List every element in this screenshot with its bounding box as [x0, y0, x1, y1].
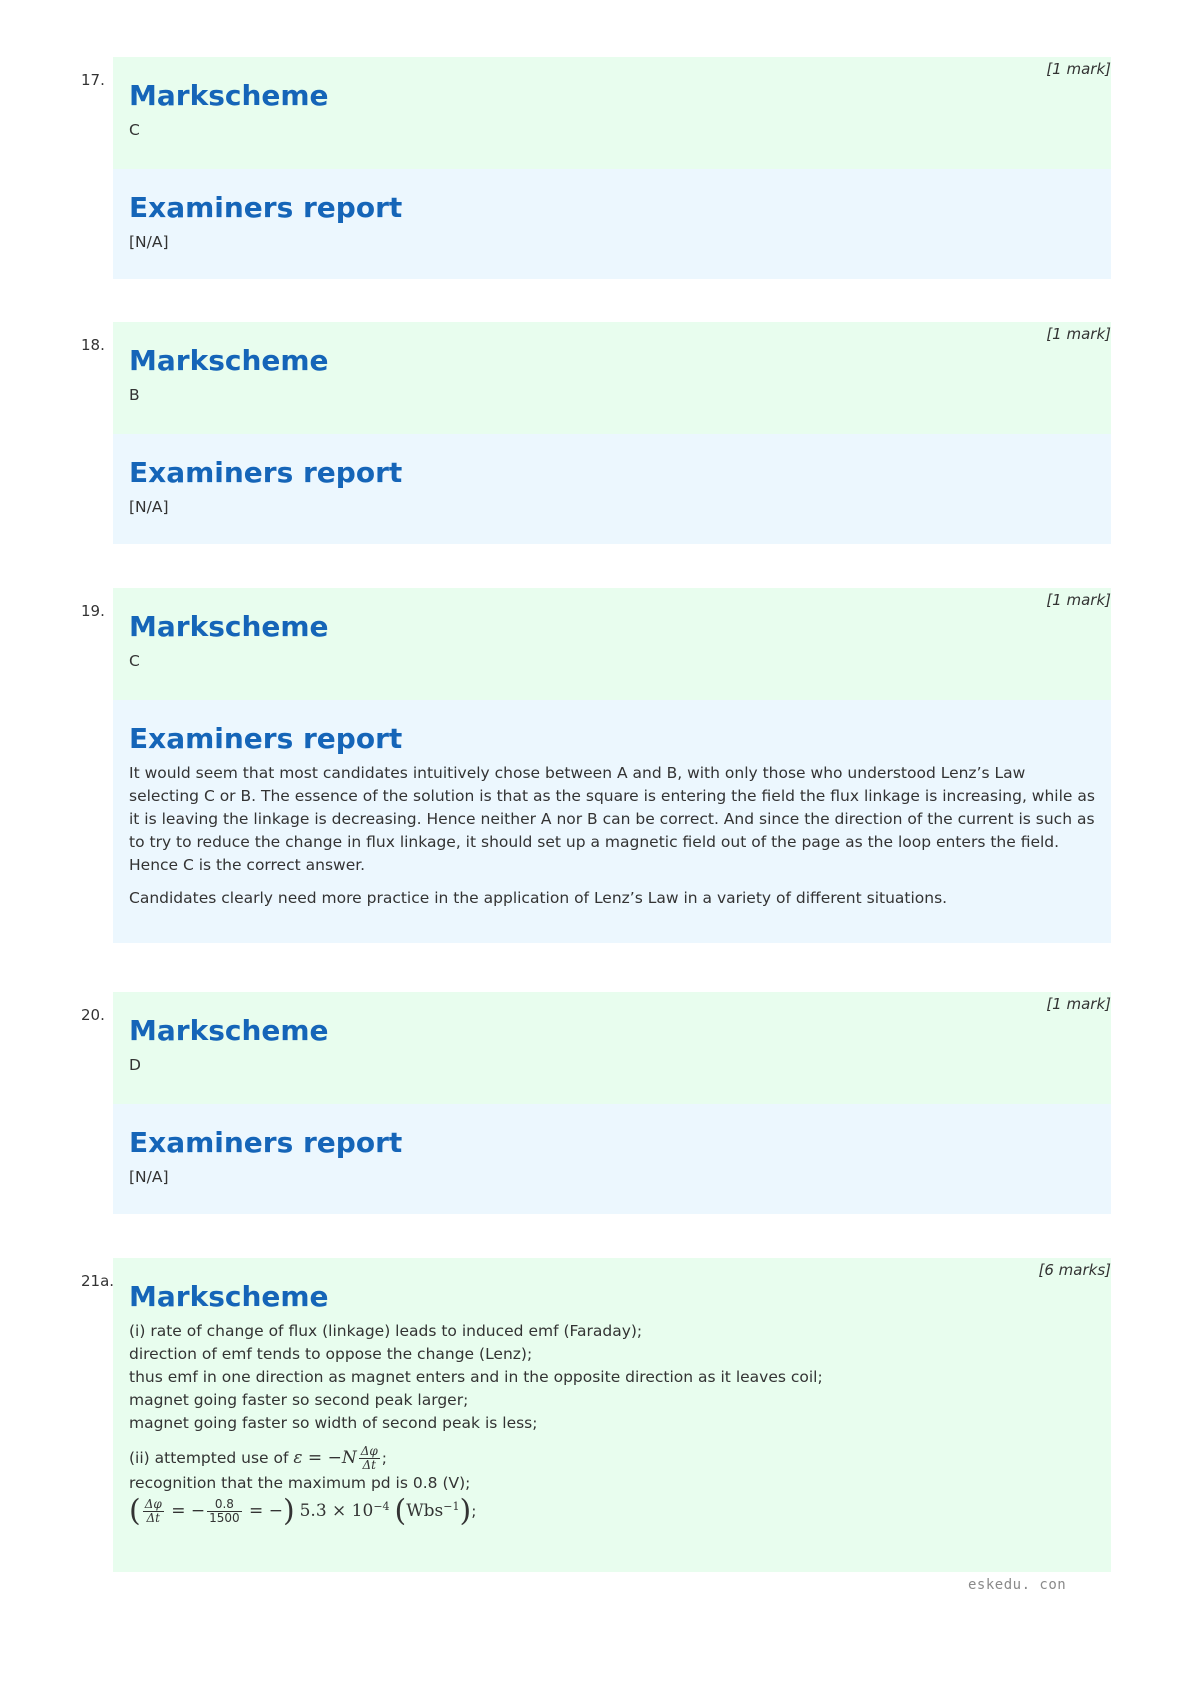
examiners-report-paragraph: It would seem that most candidates intuitively chose between A and B, with only those who understood Lenz’s Law selecting C or B. The essence of the solution is that as the square is entering the field the flux linkage is increasing, while as it is leaving the linkage is decreasing. Hence neither A nor B can be correct. And since the direction of the current is such as to try to reduce the change in flux linkage, it should set up a magnetic field out of the page as the loop enters the field. Hence C is the correct answer. — [129, 764, 1095, 874]
part-ii-recognition: recognition that the maximum pd is 0.8 (V); — [129, 1474, 471, 1492]
result-value: 5.3 × 10 — [299, 1501, 374, 1522]
markscheme-line: magnet going faster so second peak larger; — [129, 1391, 469, 1409]
flux-fraction: $\frac{\Delta\varphi}{\Delta t}$ — [360, 1444, 378, 1472]
markscheme-heading: Markscheme — [129, 1014, 329, 1047]
question-20 — [81, 992, 1111, 1214]
examiners-report-section — [113, 434, 1111, 544]
markscheme-heading: Markscheme — [129, 610, 329, 643]
marks-label: [6 marks] — [1038, 1261, 1111, 1279]
marks-label: [1 mark] — [1046, 995, 1111, 1013]
examiners-report-section — [113, 700, 1111, 943]
markscheme-answer: C — [129, 121, 140, 139]
part-ii-intro: (ii) attempted use of — [129, 1449, 289, 1467]
denominator: 1500 — [209, 1511, 240, 1526]
markscheme-line: direction of emf tends to oppose the change (Lenz); — [129, 1345, 533, 1363]
markscheme-section — [113, 322, 1111, 434]
examiners-report-paragraph: Candidates clearly need more practice in the application of Lenz’s Law in a variety of different situations. — [129, 889, 948, 907]
examiners-report-heading: Examiners report — [129, 722, 403, 755]
question-number: 21a. — [81, 1272, 115, 1290]
markscheme-section — [113, 57, 1111, 169]
examiners-report-text: [N/A] — [129, 233, 169, 251]
markscheme-section — [113, 588, 1111, 700]
markscheme-answer: C — [129, 652, 140, 670]
question-number: 19. — [81, 602, 105, 620]
marks-label: [1 mark] — [1046, 325, 1111, 343]
markscheme-heading: Markscheme — [129, 79, 329, 112]
result-unit: Wbs — [406, 1501, 444, 1522]
question-17 — [81, 57, 1111, 279]
markscheme-answer: B — [129, 386, 140, 404]
emf-formula: ε — [293, 1448, 303, 1468]
result-unit-exponent: −1 — [443, 1500, 460, 1513]
examiners-report-text: [N/A] — [129, 498, 169, 516]
markscheme-section — [113, 1258, 1111, 1572]
numerator: 0.8 — [207, 1498, 242, 1512]
markscheme-answer: D — [129, 1056, 141, 1074]
marks-label: [1 mark] — [1046, 591, 1111, 609]
examiners-report-section — [113, 169, 1111, 279]
result-exponent: −4 — [373, 1500, 390, 1513]
markscheme-line: (i) rate of change of flux (linkage) leads to induced emf (Faraday); — [129, 1322, 643, 1340]
part-ii-result: ( $\frac{\Delta\varphi}{\Delta t}$ = − $\frac{0.8}{1500}$ = −) $5.3 \times 10^{-4}$ (Wbs$^{-1}$); — [129, 1493, 477, 1529]
question-number: 20. — [81, 1006, 105, 1024]
question-number: 18. — [81, 336, 105, 354]
examiners-report-heading: Examiners report — [129, 456, 403, 489]
part-ii-formula-line: (ii) attempted use of ε = −N $\frac{\Delta\varphi}{\Delta t}$ ; — [129, 1444, 387, 1472]
question-21a — [81, 1258, 1111, 1572]
markscheme-heading: Markscheme — [129, 1280, 329, 1313]
examiners-report-heading: Examiners report — [129, 1126, 403, 1159]
markscheme-line: magnet going faster so width of second peak is less; — [129, 1414, 538, 1432]
question-number: 17. — [81, 71, 105, 89]
marks-label: [1 mark] — [1046, 60, 1111, 78]
examiners-report-section — [113, 1104, 1111, 1214]
question-19 — [81, 588, 1111, 943]
markscheme-line: thus emf in one direction as magnet enters and in the opposite direction as it leaves coil; — [129, 1368, 823, 1386]
examiners-report-text: [N/A] — [129, 1168, 169, 1186]
examiners-report-heading: Examiners report — [129, 191, 403, 224]
question-18 — [81, 322, 1111, 544]
markscheme-section — [113, 992, 1111, 1104]
markscheme-heading: Markscheme — [129, 344, 329, 377]
watermark-bottom: eskedu. con — [968, 1577, 1067, 1593]
